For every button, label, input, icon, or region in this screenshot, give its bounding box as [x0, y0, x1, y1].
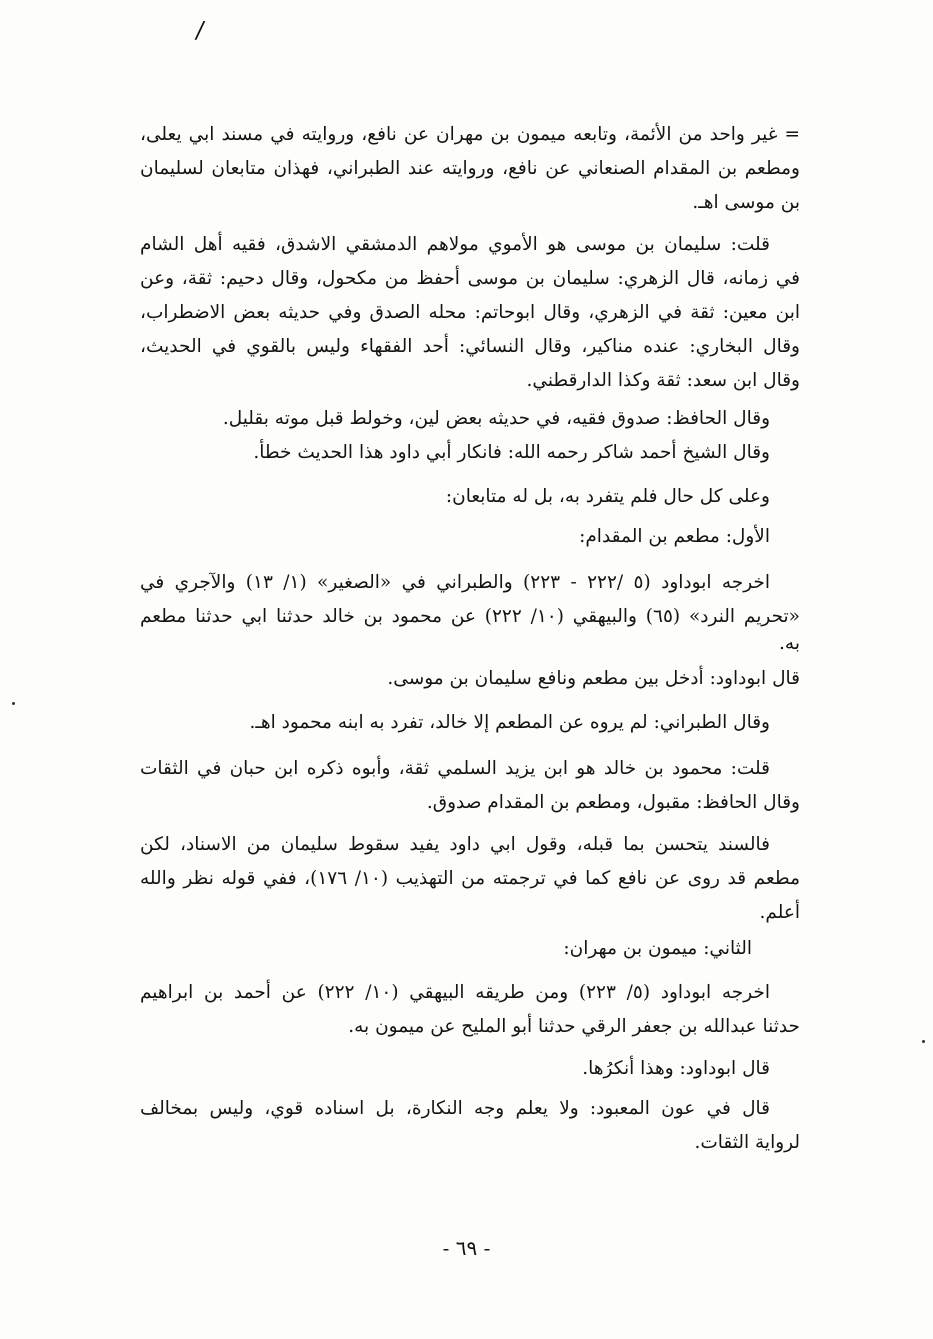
paragraph-4 [140, 480, 800, 514]
text-line: وقال البخاري: عنده مناكير، وقال النسائي: أحد الفقهاء وليس بالقوي في الحديث، [140, 336, 800, 357]
paragraph-1 [140, 118, 800, 220]
text-line: حدثنا عبدالله بن جعفر الرقي حدثنا أبو المليح عن ميمون به. [348, 1016, 800, 1037]
text-line: أعلم. [759, 902, 800, 923]
text-line: اخرجه ابوداود (٥ /٢٢٢ - ٢٢٣) والطبراني في «الصغير» (١/ ١٣) والآجري في [140, 572, 771, 593]
text-line: فالسند يتحسن بما قبله، وقول ابي داود يفيد سقوط سليمان من الاسناد، لكن [140, 834, 770, 855]
text-line: قلت: محمود بن خالد هو ابن يزيد السلمي ثقة، وأبوه ذكره ابن حبان في الثقات [140, 758, 770, 779]
text-line: لرواية الثقات. [694, 1132, 800, 1153]
text-line: ابن معين: ثقة في الزهري، وقال ابوحاتم: محله الصدق وفي حديثه بعض الاضطراب، [140, 302, 800, 323]
text-line: مطعم قد روى عن نافع كما في ترجمته من التهذيب (١٠/ ١٧٦)، ففي قوله نظر والله [140, 868, 800, 889]
paragraph-9 [140, 752, 800, 820]
text-line: ومطعم بن المقدام الصنعاني عن نافع، وروايته عند الطبراني، فهذان متابعان لسليمان [140, 158, 800, 179]
text-line: الأول: مطعم بن المقدام: [579, 526, 770, 547]
paragraph-2 [140, 228, 800, 398]
text-line: «تحريم النرد» (٦٥) والبيهقي (١٠/ ٢٢٢) عن محمود بن خالد حدثنا ابي حدثنا مطعم [140, 606, 800, 627]
text-line: وقال ابن سعد: ثقة وكذا الدارقطني. [526, 370, 800, 391]
paragraph-8 [140, 706, 800, 740]
text-line: قال ابوداود: أدخل بين مطعم ونافع سليمان بن موسى. [387, 668, 800, 689]
text-line: وقال الطبراني: لم يروه عن المطعم إلا خالد، تفرد به ابنه محمود اهـ. [249, 712, 770, 733]
text-line: بن موسى اهـ. [692, 192, 800, 213]
paragraph-5 [140, 520, 800, 554]
paragraph-13 [140, 1052, 800, 1086]
text-line: قلت: سليمان بن موسى هو الأموي مولاهم الدمشقي الاشدق، فقيه أهل الشام [140, 234, 770, 255]
paragraph-6 [140, 566, 800, 654]
text-line: في زمانه، قال الزهري: سليمان بن موسى أحفظ من مكحول، وقال دحيم: ثقة، وعن [140, 268, 800, 289]
text-line: وعلى كل حال فلم يتفرد به، بل له متابعان: [445, 486, 770, 507]
text-line: الثاني: ميمون بن مهران: [563, 938, 752, 959]
text-line: = غير واحد من الأئمة، وتابعه ميمون بن مهران عن نافع، وروايته في مسند ابي يعلى، [140, 124, 800, 145]
scan-speck [922, 1040, 925, 1043]
top-slash-mark: / [194, 15, 207, 45]
paragraph-10 [140, 828, 800, 930]
text-line: وقال الحافظ: صدوق فقيه، في حديثه بعض لين، وخولط قبل موته بقليل. [222, 408, 770, 429]
paragraph-11 [140, 932, 800, 966]
text-line: به. [779, 634, 800, 654]
paragraph-14 [140, 1092, 800, 1160]
text-line: اخرجه ابوداود (٥/ ٢٢٣) ومن طريقه البيهقي (١٠/ ٢٢٢) عن أحمد بن ابراهيم [140, 982, 770, 1003]
paragraph-3 [140, 402, 800, 470]
page-number: - ٦٩ - [442, 1236, 491, 1260]
text-line: قال في عون المعبود: ولا يعلم وجه النكارة، بل اسناده قوي، وليس بمخالف [140, 1098, 770, 1119]
text-line: وقال الحافظ: مقبول، ومطعم بن المقدام صدوق. [426, 792, 800, 813]
paragraph-7 [140, 662, 800, 696]
text-line: وقال الشيخ أحمد شاكر رحمه الله: فانكار أبي داود هذا الحديث خطأ. [253, 442, 770, 463]
paragraph-12 [140, 976, 800, 1044]
text-line: قال ابوداود: وهذا أنكرُها. [582, 1058, 770, 1079]
scan-speck [12, 702, 15, 705]
